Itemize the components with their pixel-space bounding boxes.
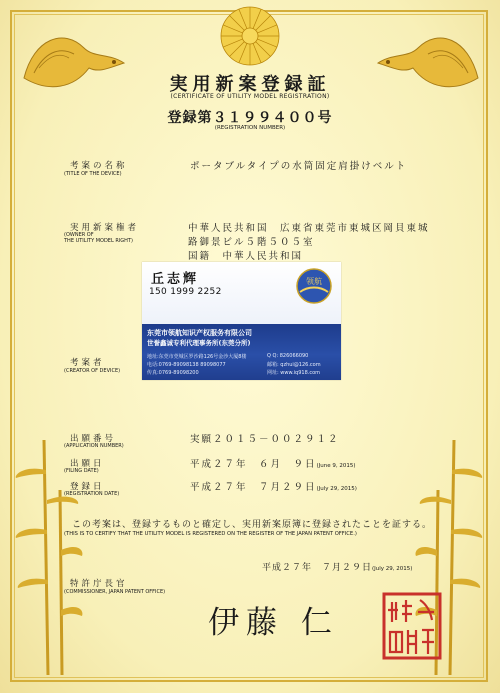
application-number-label-en: (APPLICATION NUMBER): [64, 443, 124, 449]
card-qq: Q Q: 826066090: [267, 353, 309, 359]
registration-date-label-en: (REGISTRATION DATE): [64, 491, 120, 497]
owner-label-en: (OWNER OF THE UTILITY MODEL RIGHT): [64, 232, 133, 244]
card-tel: 电话:0769-89098138 89098077: [147, 362, 226, 368]
card-company-2: 世誉鑫诚专利代理事务所(东莞分所): [147, 339, 251, 347]
filing-date-label-en: (FILING DATE): [64, 468, 99, 474]
registration-date-value: 平成２７年 ７月２９日(July 29, 2015): [190, 482, 357, 493]
device-title-label-en: (TITLE OF THE DEVICE): [64, 171, 122, 177]
filing-date-value: 平成２７年 ６月 ９日(June 9, 2015): [190, 459, 356, 470]
chrysanthemum-crest-icon: [218, 4, 282, 68]
owner-address-line2: 路御景ビル５階５０５室: [188, 237, 315, 248]
card-website: 网址: www.iq918.com: [267, 370, 321, 376]
owner-label: 実用新案権者: [70, 223, 140, 233]
filing-date-label: 出願日: [70, 459, 105, 469]
creator-label-en: (CREATOR OF DEVICE): [64, 368, 121, 374]
registration-number-subtitle: (REGISTRATION NUMBER): [214, 125, 286, 131]
card-blue-band: [142, 324, 341, 380]
card-address: 地址:东莞市莞城区罗沙路126号金沙大厦8楼: [147, 354, 247, 360]
business-card: [142, 262, 341, 380]
owner-address-line1: 中華人民共和国 広東省東莞市東城区岡貝東城: [188, 223, 430, 234]
logo-text: 领航: [306, 277, 322, 286]
device-title-value: ポータブルタイプの水筒固定肩掛けベルト: [190, 161, 408, 172]
official-seal-icon: [382, 592, 442, 660]
commissioner-label: 特許庁長官: [70, 579, 128, 589]
commissioner-label-en: (COMMISSIONER, JAPAN PATENT OFFICE): [64, 589, 166, 595]
creator-label: 考案者: [70, 358, 105, 368]
bamboo-left-icon: [14, 430, 84, 680]
card-name: 丘志辉: [151, 272, 200, 287]
commissioner-signature: 伊藤 仁: [208, 605, 339, 641]
card-email: 邮箱: qzhui@126.com: [267, 362, 321, 368]
certificate-title: 実用新案登録証: [169, 74, 331, 95]
card-phone: 150 1999 2252: [149, 287, 222, 297]
application-number-value: 実願２０１５－００２９１２: [190, 434, 340, 445]
certificate-subtitle: (CERTIFICATE OF UTILITY MODEL REGISTRATION): [170, 93, 330, 100]
company-logo-icon: [294, 266, 334, 306]
registration-date-label: 登録日: [70, 482, 105, 492]
application-number-label: 出願番号: [70, 434, 117, 444]
certification-statement-en: (THIS IS TO CERTIFY THAT THE UTILITY MODEL IS REGISTERED ON THE REGISTER OF THE JAPAN PATENT OFFICE.): [64, 531, 357, 537]
certification-date: 平成２７年 ７月２９日(July 29, 2015): [262, 563, 413, 573]
registration-number: 登録第３１９９４００号: [167, 110, 333, 126]
owner-nationality: 国籍 中華人民共和国: [188, 251, 304, 262]
certification-statement: この考案は、登録するものと確定し、実用新案原簿に登録されたことを証する。: [72, 520, 433, 530]
card-fax: 传真:0769-89098200: [147, 370, 199, 376]
card-company-1: 东莞市领航知识产权服务有限公司: [147, 329, 252, 337]
device-title-label: 考案の名称: [70, 161, 128, 171]
